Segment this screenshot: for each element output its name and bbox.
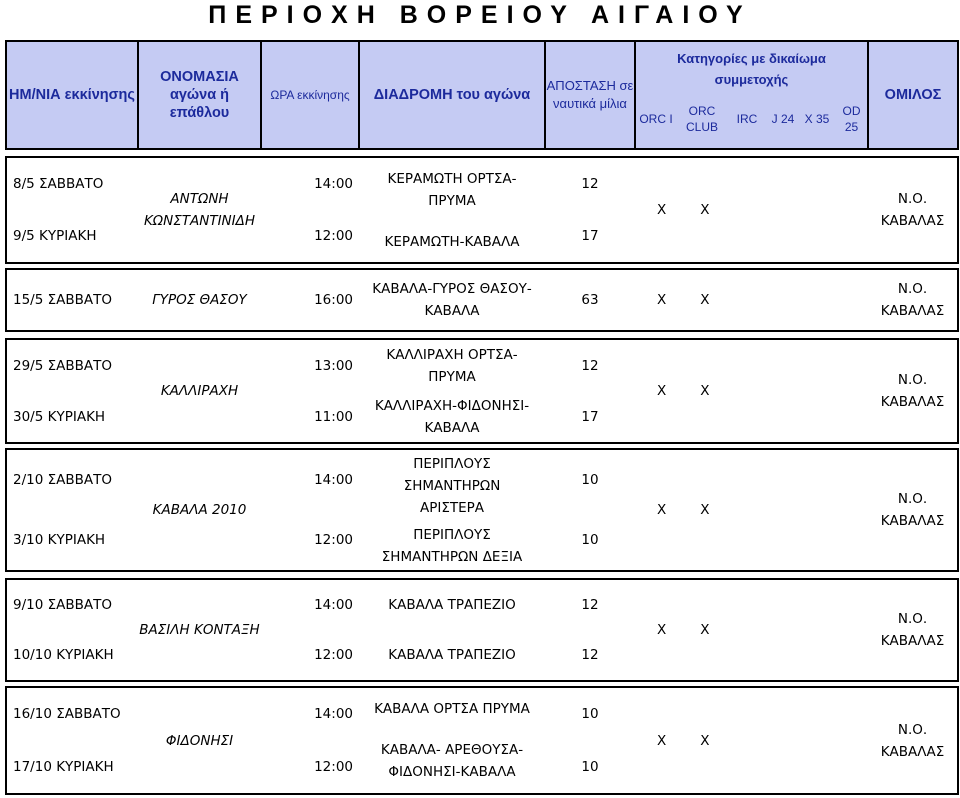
race-name: ΚΑΒΑΛΑ 2010 — [152, 502, 247, 518]
event-block — [5, 448, 959, 572]
event-date: 15/5 ΣΑΒΒΑΤΟ — [13, 292, 113, 308]
route-cell — [359, 449, 545, 571]
event-date: 30/5 ΚΥΡΙΑΚΗ — [13, 408, 106, 425]
route-cell — [359, 269, 545, 331]
table-header — [5, 40, 959, 150]
distance: 12 — [581, 597, 599, 613]
distance-cell — [545, 269, 635, 331]
category-mark: X — [657, 383, 667, 399]
start-time-cell — [261, 269, 359, 331]
event-block — [5, 338, 959, 444]
category-od25: OD 25 — [842, 104, 861, 134]
category-mark: X — [700, 383, 710, 399]
date-cell — [6, 339, 138, 443]
route-cell — [359, 157, 545, 263]
table-row — [6, 269, 958, 331]
header-distance: ΑΠΟΣΤΑΣΗ σε ναυτικά μίλια — [545, 41, 635, 149]
route: ΚΑΒΑΛΑ- ΑΡΕΘΟΥΣΑ-ΦΙΔΟΝΗΣΙ-ΚΑΒΑΛΑ — [380, 742, 524, 781]
category-marks-cell — [635, 449, 868, 571]
category-orc-i: ORC I — [639, 112, 673, 126]
start-time: 12:00 — [314, 228, 353, 244]
route: ΚΑΒΑΛΑ-ΓΥΡΟΣ ΘΑΣΟΥ-ΚΑΒΑΛΑ — [372, 281, 532, 319]
table-row — [6, 157, 958, 263]
race-name: ΦΙΔΟΝΗΣΙ — [165, 732, 234, 749]
distance-cell — [545, 157, 635, 263]
race-name: ΚΑΛΛΙΡΑΧΗ — [160, 383, 239, 399]
club: Ν.Ο. ΚΑΒΑΛΑΣ — [880, 491, 945, 529]
start-time-cell — [261, 579, 359, 681]
date-cell — [6, 579, 138, 681]
start-time: 16:00 — [314, 292, 353, 308]
event-date: 10/10 ΚΥΡΙΑΚΗ — [13, 647, 114, 663]
category-mark: X — [657, 732, 667, 749]
route: ΚΑΒΑΛΑ ΟΡΤΣΑ ΠΡΥΜΑ — [374, 700, 530, 717]
category-marks-cell — [635, 269, 868, 331]
category-mark: X — [657, 502, 667, 518]
date-cell — [6, 687, 138, 794]
distance-cell — [545, 449, 635, 571]
category-marks-cell — [635, 579, 868, 681]
start-time: 12:00 — [314, 647, 353, 663]
distance: 10 — [581, 706, 599, 723]
categories-list — [636, 90, 869, 148]
start-time-cell — [261, 157, 359, 263]
route: ΚΕΡΑΜΩΤΗ-ΚΑΒΑΛΑ — [384, 233, 520, 250]
category-mark: X — [657, 622, 667, 638]
distance: 63 — [581, 292, 599, 308]
event-block — [5, 578, 959, 682]
race-name: ΑΝΤΩΝΗ ΚΩΝΣΤΑΝΤΙΝΙΔΗ — [143, 191, 256, 229]
race-name-cell — [138, 339, 261, 443]
distance-cell — [545, 687, 635, 794]
category-mark: X — [657, 202, 667, 218]
event-date: 9/5 ΚΥΡΙΑΚΗ — [13, 228, 97, 244]
race-name-cell — [138, 157, 261, 263]
club: Ν.Ο. ΚΑΒΑΛΑΣ — [880, 611, 945, 649]
event-block — [5, 686, 959, 795]
distance: 17 — [581, 228, 599, 244]
club-cell — [868, 157, 958, 263]
start-time: 11:00 — [314, 408, 353, 425]
route-cell — [359, 687, 545, 794]
start-time: 14:00 — [314, 597, 353, 613]
table-row — [6, 579, 958, 681]
start-time: 13:00 — [314, 357, 353, 374]
route: ΚΑΒΑΛΑ ΤΡΑΠΕΖΙΟ — [388, 597, 516, 613]
event-date: 2/10 ΣΑΒΒΑΤΟ — [13, 472, 113, 488]
category-mark: X — [700, 622, 710, 638]
start-time: 12:00 — [314, 532, 353, 548]
table-row — [6, 339, 958, 443]
event-date: 16/10 ΣΑΒΒΑΤΟ — [13, 706, 121, 723]
club-cell — [868, 579, 958, 681]
route: ΠΕΡΙΠΛΟΥΣ ΣΗΜΑΝΤΗΡΩΝ ΔΕΞΙΑ — [381, 526, 523, 565]
event-date: 9/10 ΣΑΒΒΑΤΟ — [13, 597, 113, 613]
category-orc-club: ORC CLUB — [685, 104, 718, 134]
distance: 10 — [581, 758, 599, 775]
date-cell — [6, 269, 138, 331]
header-categories — [635, 41, 868, 149]
distance: 12 — [581, 176, 599, 192]
start-time: 14:00 — [314, 472, 353, 488]
club: Ν.Ο. ΚΑΒΑΛΑΣ — [880, 372, 945, 410]
race-name: ΒΑΣΙΛΗ ΚΟΝΤΑΞΗ — [139, 622, 260, 638]
route: ΚΑΛΛΙΡΑΧΗ-ΦΙΔΟΝΗΣΙ-ΚΑΒΑΛΑ — [374, 397, 530, 436]
route-cell — [359, 579, 545, 681]
distance: 17 — [581, 408, 599, 425]
route: ΚΑΛΛΙΡΑΧΗ ΟΡΤΣΑ-ΠΡΥΜΑ — [386, 346, 518, 385]
club: Ν.Ο. ΚΑΒΑΛΑΣ — [880, 721, 945, 760]
distance-cell — [545, 339, 635, 443]
distance: 12 — [581, 647, 599, 663]
event-date: 29/5 ΣΑΒΒΑΤΟ — [13, 357, 113, 374]
club: Ν.Ο. ΚΑΒΑΛΑΣ — [880, 281, 945, 319]
category-irc: IRC — [736, 112, 758, 126]
date-cell — [6, 157, 138, 263]
header-categories-title: Κατηγορίες με δικαίωμα συμμετοχής — [677, 51, 826, 87]
race-name-cell — [138, 579, 261, 681]
category-marks-cell — [635, 339, 868, 443]
header-club: ΟΜΙΛΟΣ — [868, 41, 958, 149]
header-route: ΔΙΑΔΡΟΜΗ του αγώνα — [359, 41, 545, 149]
race-name-cell — [138, 449, 261, 571]
club-cell — [868, 449, 958, 571]
distance: 10 — [581, 472, 599, 488]
event-block — [5, 156, 959, 264]
category-mark: X — [657, 292, 667, 308]
route-cell — [359, 339, 545, 443]
page-title: ΠΕΡΙΟΧΗ ΒΟΡΕΙΟΥ ΑΙΓΑΙΟΥ — [208, 1, 752, 29]
start-time-cell — [261, 449, 359, 571]
event-date: 8/5 ΣΑΒΒΑΤΟ — [13, 176, 104, 192]
distance-cell — [545, 579, 635, 681]
header-start-time: ΩΡΑ εκκίνησης — [261, 41, 359, 149]
club-cell — [868, 339, 958, 443]
distance: 12 — [581, 357, 599, 374]
start-time: 14:00 — [314, 706, 353, 723]
date-cell — [6, 449, 138, 571]
event-block — [5, 268, 959, 332]
category-x35: X 35 — [804, 112, 830, 126]
start-time-cell — [261, 339, 359, 443]
route: ΚΑΒΑΛΑ ΤΡΑΠΕΖΙΟ — [388, 647, 516, 663]
category-marks-cell — [635, 157, 868, 263]
table-row — [6, 687, 958, 794]
category-marks-cell — [635, 687, 868, 794]
route: ΠΕΡΙΠΛΟΥΣ ΣΗΜΑΝΤΗΡΩΝ ΑΡΙΣΤΕΡΑ — [403, 455, 501, 516]
club-cell — [868, 269, 958, 331]
category-mark: X — [700, 202, 710, 218]
start-time: 12:00 — [314, 758, 353, 775]
distance: 10 — [581, 532, 599, 548]
race-name-cell — [138, 687, 261, 794]
event-date: 17/10 ΚΥΡΙΑΚΗ — [13, 758, 114, 775]
route: ΚΕΡΑΜΩΤΗ ΟΡΤΣΑ-ΠΡΥΜΑ — [387, 170, 517, 209]
race-name: ΓΥΡΟΣ ΘΑΣΟΥ — [152, 292, 247, 308]
event-date: 3/10 ΚΥΡΙΑΚΗ — [13, 532, 106, 548]
category-mark: X — [700, 502, 710, 518]
club: Ν.Ο. ΚΑΒΑΛΑΣ — [880, 191, 945, 229]
start-time: 14:00 — [314, 176, 353, 192]
category-mark: X — [700, 732, 710, 749]
table-row — [6, 449, 958, 571]
header-date: ΗΜ/ΝΙΑ εκκίνησης — [6, 41, 138, 149]
header-race-name: ΟΝΟΜΑΣΙΑ αγώνα ή επάθλου — [138, 41, 261, 149]
club-cell — [868, 687, 958, 794]
race-name-cell — [138, 269, 261, 331]
category-j24: J 24 — [771, 112, 795, 126]
start-time-cell — [261, 687, 359, 794]
category-mark: X — [700, 292, 710, 308]
